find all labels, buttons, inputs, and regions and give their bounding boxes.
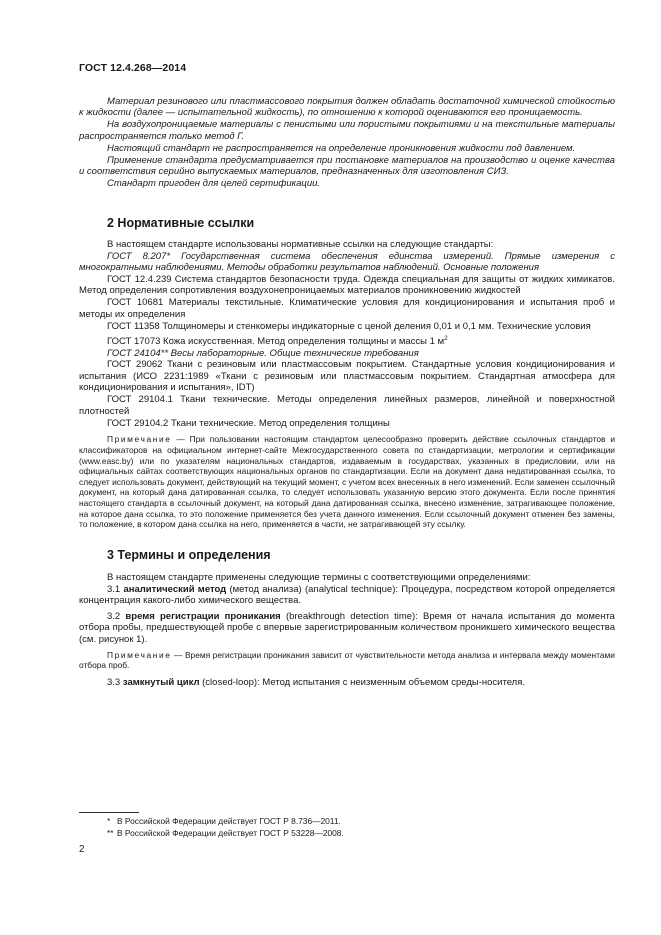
- reference-item: ГОСТ 8.207* Государственная система обеспечения единства измерений. Прямые измерения с многократными наблюдениями. Методы обработки результатов наблюдений. Основные положения: [79, 250, 615, 274]
- footnote-text: В Российской Федерации действует ГОСТ Р 8.736—2011.: [117, 816, 341, 826]
- term-text: (breakthrough detection time): Время от начала испытания до момента отбора пробы, предшествующей пробе с впервые зарегистрированным количеством проникшего химического вещества (см. рисунок 1).: [79, 610, 615, 645]
- footnotes: [107, 815, 344, 839]
- section-2-heading: 2 Нормативные ссылки: [107, 215, 255, 230]
- term-number: 3.1: [107, 583, 124, 595]
- footnote: [107, 827, 344, 839]
- term-text: (метод анализа) (analytical technique): Процедура, посредством которой определяется концентрация какого-либо химического вещества.: [79, 583, 615, 607]
- footnote-text: В Российской Федерации действует ГОСТ Р 53228—2008.: [117, 828, 344, 838]
- reference-item: ГОСТ 29104.1 Ткани технические. Методы определения линейных размеров, линейной и поверхностной плотностей: [79, 394, 615, 417]
- reference-item: ГОСТ 29104.2 Ткани технические. Метод определения толщины: [107, 417, 390, 429]
- section-2-lead: В настоящем стандарте использованы нормативные ссылки на следующие стандарты:: [107, 238, 494, 250]
- reference-item: ГОСТ 10681 Материалы текстильные. Климатические условия для кондиционирования и испытания проб и методы их определения: [79, 297, 615, 320]
- term-name: время регистрации проникания: [125, 610, 281, 622]
- footnote-mark: **: [107, 828, 114, 838]
- section-3-lead: В настоящем стандарте применены следующие термины с соответствующими определениями:: [107, 571, 531, 583]
- section-3-note: [79, 650, 615, 671]
- page-content: [79, 96, 615, 689]
- term-number: 3.2: [107, 610, 126, 622]
- intro-paragraph: Настоящий стандарт не распространяется на определение проникновения жидкости под давлением.: [107, 142, 576, 154]
- footnote-mark: *: [107, 816, 111, 826]
- term-definition: [79, 611, 615, 645]
- term-definition: [79, 584, 615, 607]
- intro-paragraph: Материал резинового или пластмассового покрытия должен обладать достаточной химической стойкостью к жидкости (далее — испытательной жидкость), по отношению к которой оцениваются его проницаемость.: [79, 96, 615, 119]
- term-definition: [79, 677, 615, 688]
- intro-paragraph: Применение стандарта предусматривается при постановке материалов на производство и оценке качества и соответствия серийно выпускаемых материалов, предназначенных для изготовления СИЗ.: [79, 154, 615, 177]
- reference-item: ГОСТ 12.4.239 Система стандартов безопасности труда. Одежда специальная для защиты от жидких химикатов. Метод определения сопротивления воздухонепроницаемых материалов проникновению жидкостей: [79, 273, 615, 297]
- intro-paragraph: На воздухопроницаемые материалы с пенистыми или пористыми покрытиями и на текстильные материалы распространяется только метод Г.: [79, 119, 615, 142]
- reference-item: ГОСТ 29062 Ткани с резиновым или пластмассовым покрытием. Стандартные условия кондиционирования и испытания (ИСО 2231:1989 «Ткани с резиновым или пластмассовым покрытием. Стандартная атмосфера для кондиционирования и испытания», IDT): [79, 359, 615, 394]
- section-2-note: [79, 434, 615, 529]
- page-number: 2: [79, 844, 85, 855]
- note-text: — Время регистрации проникания зависит от чувствительности метода анализа и интервала между моментами отбора проб.: [79, 649, 615, 671]
- footnote: [107, 815, 344, 827]
- term-name: замкнутый цикл: [122, 676, 200, 688]
- term-name: аналитический метод: [123, 583, 227, 595]
- reference-item: [79, 333, 615, 348]
- note-label: Примечание: [107, 434, 172, 445]
- reference-item: ГОСТ 24104** Весы лабораторные. Общие технические требования: [107, 347, 419, 359]
- reference-item: ГОСТ 11358 Толщиномеры и стенкомеры индикаторные с ценой деления 0,01 и 0,1 мм. Технические условия: [107, 320, 591, 332]
- page-header: ГОСТ 12.4.268—2014: [79, 62, 187, 74]
- note-label: Примечание: [107, 649, 172, 660]
- section-3-heading: 3 Термины и определения: [107, 547, 271, 562]
- intro-paragraph: Стандарт пригоден для целей сертификации.: [107, 177, 321, 189]
- term-number: 3.3: [107, 676, 123, 688]
- note-text: — При пользовании настоящим стандартом целесообразно проверить действие ссылочных стандартов и классификаторов на официальном интернет-сайте Межгосударственного совета по стандартизации, метрологии и сертификации (www.easc.by) или по указателям национальных стандартов, издаваемым в государствах, указанных в предисловии, или на официальных сайтах соответствующих национальных органов по стандартизации. Если на документ дана недатированная ссылка, то следует использовать документ, действующий на текущий момент, с учетом всех внесенных в него изменений. Если заменен ссылочный документ, на который дана датированная ссылка, то следует использовать указанную версию этого документа. Если после принятия настоящего стандарта в ссылочный документ, на который дана датированная ссылка, внесено изменение, затрагивающее положение, на которое дана ссылка, то это положение применяется без учета данного изменения. Если ссылочный документ отменен без замены, то положение, в котором дана ссылка на него, применяется в части, не затрагивающей эту ссылку.: [79, 434, 615, 530]
- footnote-divider: [79, 812, 139, 813]
- reference-text: ГОСТ 17073 Кожа искусственная. Метод определения толщины и массы 1 м: [107, 335, 445, 347]
- term-text: (closed-loop): Метод испытания с неизменным объемом среды-носителя.: [199, 676, 525, 688]
- superscript: 2: [444, 334, 448, 342]
